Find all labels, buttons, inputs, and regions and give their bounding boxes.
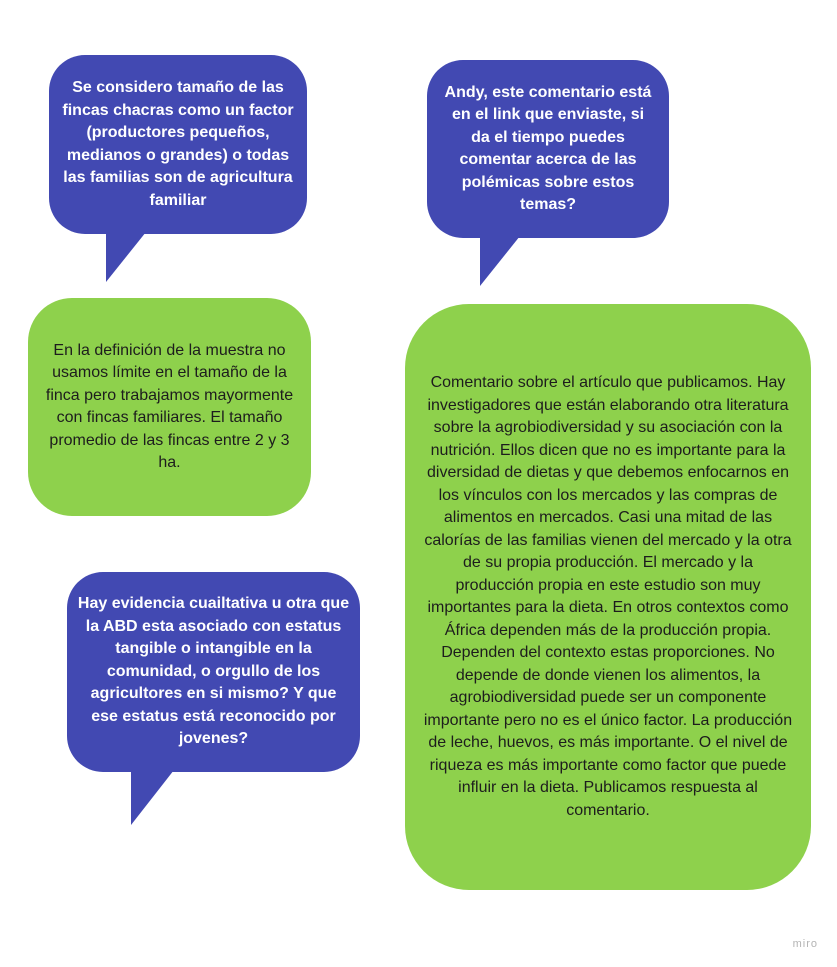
bubble-tail xyxy=(131,770,174,825)
question-text-farm-size: Se considero tamaño de las fincas chacras como un factor (productores pequeños, medianos o grandes) o todas las familias son de agricultura familiar xyxy=(62,79,294,209)
answer-bubble-article[interactable] xyxy=(405,304,811,890)
question-bubble-andy[interactable] xyxy=(427,60,669,238)
answer-text-article: Comentario sobre el artículo que publicamos. Hay investigadores que están elaborando otra literatura sobre la agrobiodiversidad y su asociación con la nutrición. Ellos dicen que no es importante para la diversidad de dietas y que debemos enfocarnos en los vínculos con los mercados y las compras de alimentos en mercados. Casi una mitad de las calorías de las familias vienen del mercado y la otra de su propia producción. El mercado y la producción propia en este estudio son muy importantes para la dieta. En otros contextos como África dependen más de la producción propia. Dependen del contexto estas proporciones. No depende de donde vienen los alimentos, la agrobiodiversidad puede ser un componente importante pero no es el único factor. La producción de leche, huevos, es más importante. O el nivel de riqueza es más importante como factor que puede influir en la dieta. Publicamos respuesta al comentario. xyxy=(423,374,793,819)
miro-watermark: miro xyxy=(792,938,818,950)
bubble-tail xyxy=(106,232,146,282)
question-bubble-farm-size[interactable] xyxy=(49,55,307,234)
answer-bubble-sample[interactable] xyxy=(28,298,311,516)
answer-text-sample: En la definición de la muestra no usamos límite en el tamaño de la finca pero trabajamos mayormente con fincas familiares. El tamaño promedio de las fincas entre 2 y 3 ha. xyxy=(45,341,294,471)
question-text-status: Hay evidencia cuailtativa u otra que la ABD esta asociado con estatus tangible o intangible en la comunidad, o orgullo de los agricultores en si mismo? Y que ese estatus está reconocido por jovenes? xyxy=(77,595,350,748)
question-text-andy: Andy, este comentario está en el link que enviaste, si da el tiempo puedes comentar acerca de las polémicas sobre estos temas? xyxy=(444,83,652,213)
bubble-tail xyxy=(480,236,520,286)
question-bubble-status[interactable] xyxy=(67,572,360,772)
